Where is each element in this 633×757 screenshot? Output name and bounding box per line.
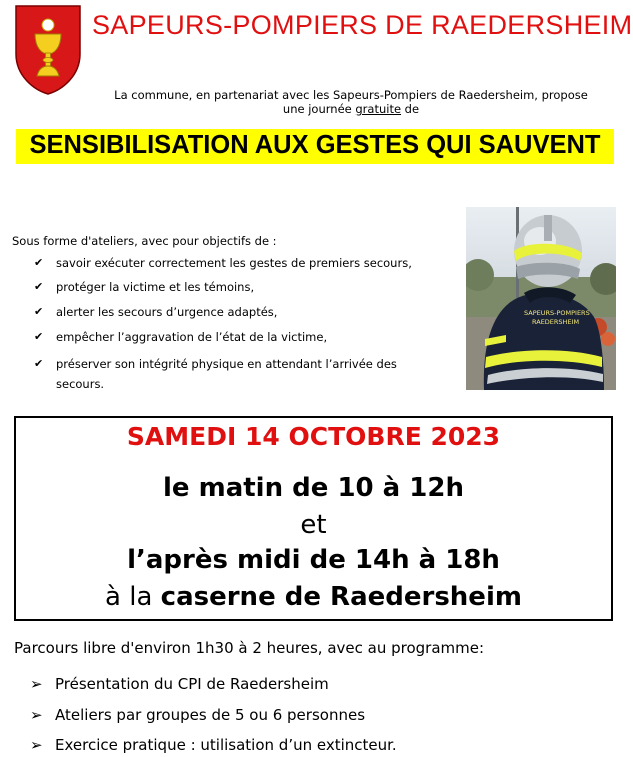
check-icon: ✔ (34, 280, 44, 293)
objective-text: secours. (56, 377, 105, 391)
objective-text: alerter les secours d’urgence adaptés, (56, 305, 278, 319)
intro-line-2-start: une journée (282, 102, 356, 116)
arrow-bullet-icon: ➢ (30, 706, 43, 724)
intro-text (96, 88, 606, 116)
objective-text: préserver son intégrité physique en attendant l’arrivée des (56, 357, 397, 371)
firefighter-photo (466, 207, 616, 390)
programme-intro: Parcours libre d'environ 1h30 à 2 heures, avec au programme: (14, 639, 485, 657)
page-title: SAPEURS-POMPIERS DE RAEDERSHEIM (92, 10, 633, 40)
check-icon: ✔ (34, 256, 44, 269)
check-icon: ✔ (34, 357, 44, 370)
objective-text: empêcher l’aggravation de l’état de la victime, (56, 330, 328, 344)
jacket-text: SAPEURS-POMPIERS (524, 309, 590, 317)
programme-item-text: Ateliers par groupes de 5 ou 6 personnes (55, 706, 366, 724)
raedersheim-crest-icon (14, 4, 82, 96)
event-place (14, 582, 613, 612)
intro-line-1: La commune, en partenariat avec les Sapeurs-Pompiers de Raedersheim, propose (114, 88, 588, 102)
event-place-prefix: à la (105, 582, 161, 612)
banner-title: SENSIBILISATION AUX GESTES QUI SAUVENT (29, 131, 601, 159)
check-icon: ✔ (34, 305, 44, 318)
programme-item-text: Exercice pratique : utilisation d’un extincteur. (55, 736, 397, 754)
event-place-name: caserne de Raedersheim (160, 582, 522, 612)
jacket-text: RAEDERSHEIM (532, 318, 580, 326)
intro-line-2-end: de (401, 102, 420, 116)
objective-text: savoir exécuter correctement les gestes de premiers secours, (56, 256, 412, 270)
arrow-bullet-icon: ➢ (30, 675, 43, 693)
event-date: SAMEDI 14 OCTOBRE 2023 (126, 422, 501, 451)
intro-free-word: gratuite (355, 102, 402, 116)
objectives-intro: Sous forme d'ateliers, avec pour objectifs de : (12, 234, 277, 248)
intro-line-2 (96, 102, 606, 116)
arrow-bullet-icon: ➢ (30, 736, 43, 754)
check-icon: ✔ (34, 330, 44, 343)
event-afternoon-hours: l’après midi de 14h à 18h (127, 545, 500, 575)
programme-item-text: Présentation du CPI de Raedersheim (55, 675, 329, 693)
objective-text: protéger la victime et les témoins, (56, 280, 255, 294)
event-and: et (300, 510, 327, 540)
event-morning-hours: le matin de 10 à 12h (163, 473, 464, 503)
